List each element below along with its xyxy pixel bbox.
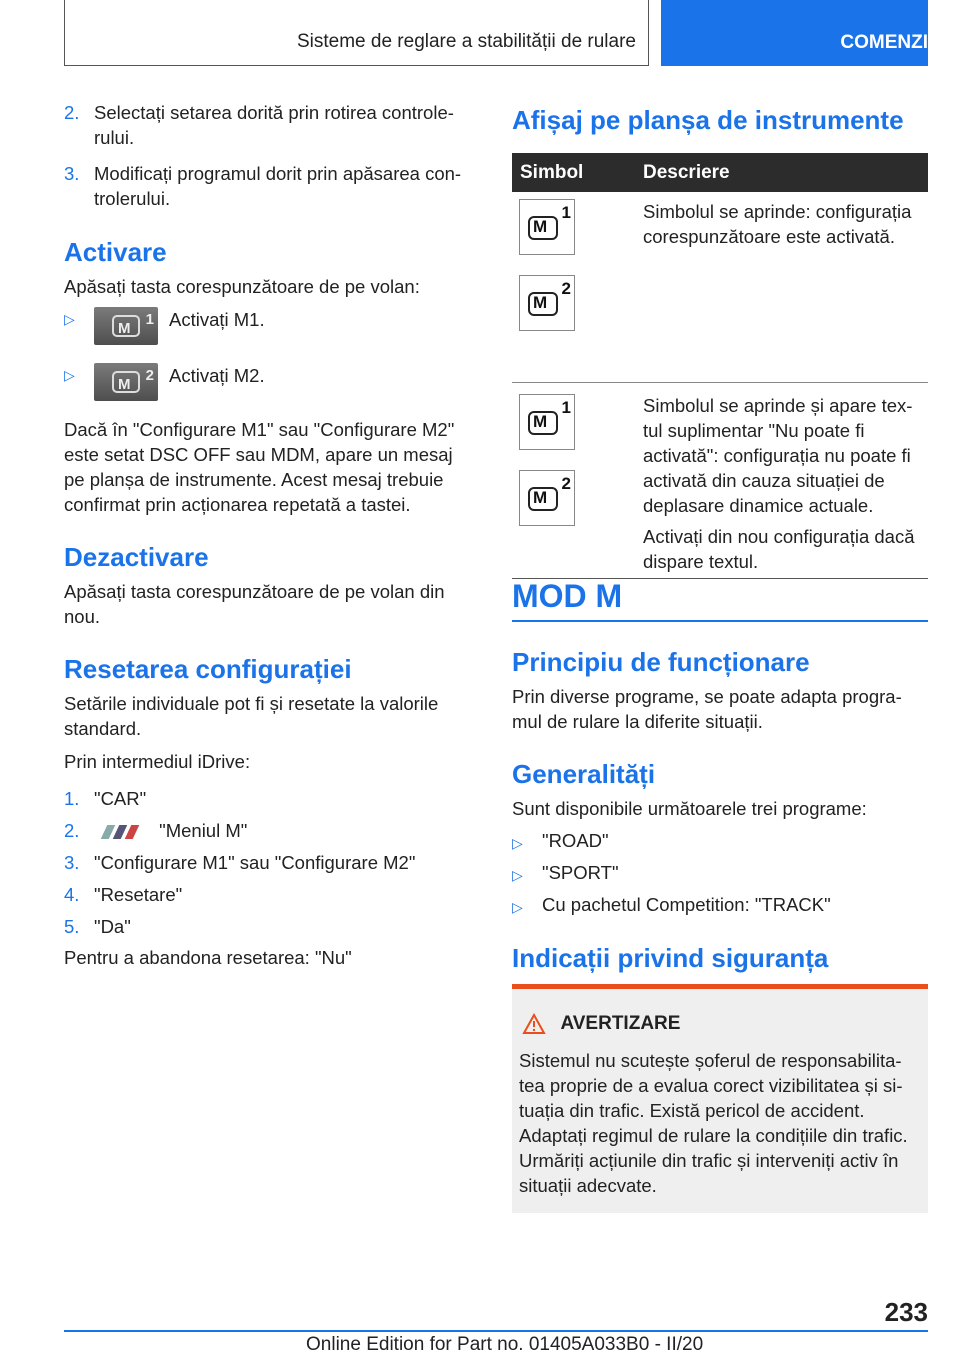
reset-step [64, 818, 474, 843]
step-text: "Da" [94, 916, 131, 937]
footer-rule [64, 1330, 928, 1332]
bullet-icon: ▷ [64, 367, 75, 383]
m-menu-icon [94, 825, 146, 839]
step-text: Modificați programul dorit prin apăsarea con-trolerului. [94, 163, 462, 209]
dezactivare-text: Apăsați tasta corespunzătoare de pe volan din nou. [64, 581, 445, 627]
m2-symbol-icon: M 2 [519, 275, 575, 331]
step-number: 5. [64, 916, 80, 937]
heading-principiu: Principiu de funcționare [512, 647, 810, 677]
step-number: 2. [64, 102, 80, 123]
footer-edition: Online Edition for Part no. 01405A033B0 - II/20 [306, 1334, 704, 1355]
principiu-text: Prin diverse programe, se poate adapta progra-mul de rulare la diferite situații. [512, 686, 902, 732]
heading-afisaj: Afișaj pe planșa de instrumente [512, 105, 904, 135]
table-header-symbol: Simbol [512, 153, 635, 192]
heading-siguranta: Indicații privind siguranța [512, 943, 829, 973]
heading-activare: Activare [64, 237, 167, 267]
bullet-icon: ▷ [512, 899, 523, 915]
m2-key-icon: M 2 [94, 363, 158, 401]
heading-generalitati: Generalități [512, 759, 656, 789]
section-title-box [64, 0, 649, 66]
page-number: 233 [884, 1297, 928, 1327]
program-item [512, 892, 928, 917]
page-header [64, 0, 928, 66]
bullet-icon: ▷ [512, 867, 523, 883]
activare-item-text: Activați M1. [169, 309, 265, 330]
reset-step [64, 786, 474, 811]
step-number: 1. [64, 788, 80, 809]
warning-triangle-icon [522, 1013, 546, 1035]
symbol-table [512, 153, 928, 579]
resetare-idrive: Prin intermediul iDrive: [64, 751, 251, 772]
activare-note: Dacă în "Configurare M1" sau "Configurare M2" este setat DSC OFF sau MDM, apare un mesaj pe planșa de instrumente. Acest mesaj trebuie confirmat prin acționarea repetată a tastei. [64, 419, 455, 515]
chapter-label: COMENZI [840, 32, 928, 53]
section-title: Sisteme de reglare a stabilității de rulare [296, 31, 636, 52]
activare-intro: Apăsați tasta corespunzătoare de pe volan: [64, 276, 420, 297]
reset-step [64, 882, 474, 907]
table-description: Activați din nou configurația dacă dispare textul. [643, 525, 915, 572]
m2-symbol-icon: M 2 [519, 470, 575, 526]
bullet-icon: ▷ [64, 311, 75, 327]
table-header-description: Descriere [635, 153, 928, 192]
reset-abort: Pentru a abandona resetarea: "Nu" [64, 947, 352, 968]
step-number: 3. [64, 852, 80, 873]
reset-step [64, 850, 474, 875]
program-text: "SPORT" [542, 862, 619, 883]
step-text: "Resetare" [94, 884, 183, 905]
reset-step [64, 914, 474, 939]
program-text: Cu pachetul Competition: "TRACK" [542, 894, 831, 915]
m1-symbol-icon: M 1 [519, 199, 575, 255]
table-row [512, 382, 928, 578]
step-number: 2. [64, 820, 80, 841]
warning-box [512, 984, 928, 1213]
warning-header [522, 1013, 680, 1039]
step-text: "CAR" [94, 788, 147, 809]
chapter-tab[interactable] [661, 0, 928, 66]
mod-m-rule [512, 620, 928, 622]
warning-title: AVERTIZARE [560, 1013, 681, 1034]
step-text: "Configurare M1" sau "Configurare M2" [94, 852, 416, 873]
program-item [512, 828, 928, 853]
step-text: Selectați setarea dorită prin rotirea controle-rului. [94, 102, 454, 148]
step-number: 3. [64, 163, 80, 184]
warning-text: Sistemul nu scutește șoferul de responsabilita-tea proprie de a evalua corect vizibilitatea și si-tuația din trafic. Există pericol de accident. Adaptați regimul de rulare la condițiile din trafic. Urmăriți acțiunile din trafic și interveniți activ în situații adecvate. [519, 1050, 908, 1196]
program-text: "ROAD" [542, 830, 609, 851]
bullet-icon: ▷ [512, 835, 523, 851]
step-item [64, 100, 474, 150]
m1-symbol-icon: M 1 [519, 394, 575, 450]
table-description: Simbolul se aprinde și apare tex-tul suplimentar "Nu poate fi activată": configurația nu poate fi activată din cauza situației de deplasare dinamice actuale. [643, 394, 913, 516]
table-description: Simbolul se aprinde: configurația corespunzătoare este activată. [643, 201, 912, 247]
activare-item-text: Activați M2. [169, 365, 265, 386]
step-text: "Meniul M" [159, 820, 248, 841]
activare-item [64, 363, 474, 403]
step-number: 4. [64, 884, 80, 905]
m1-key-icon: M 1 [94, 307, 158, 345]
heading-dezactivare: Dezactivare [64, 542, 209, 572]
table-row [512, 192, 928, 382]
generalitati-text: Sunt disponibile următoarele trei programe: [512, 798, 867, 819]
heading-resetare: Resetarea configurației [64, 654, 352, 684]
resetare-text: Setările individuale pot fi și resetate la valorile standard. [64, 693, 439, 739]
step-item [64, 161, 474, 211]
program-item [512, 860, 928, 885]
activare-item [64, 307, 474, 347]
heading-mod-m: MOD M [512, 578, 623, 614]
left-column [64, 100, 474, 970]
